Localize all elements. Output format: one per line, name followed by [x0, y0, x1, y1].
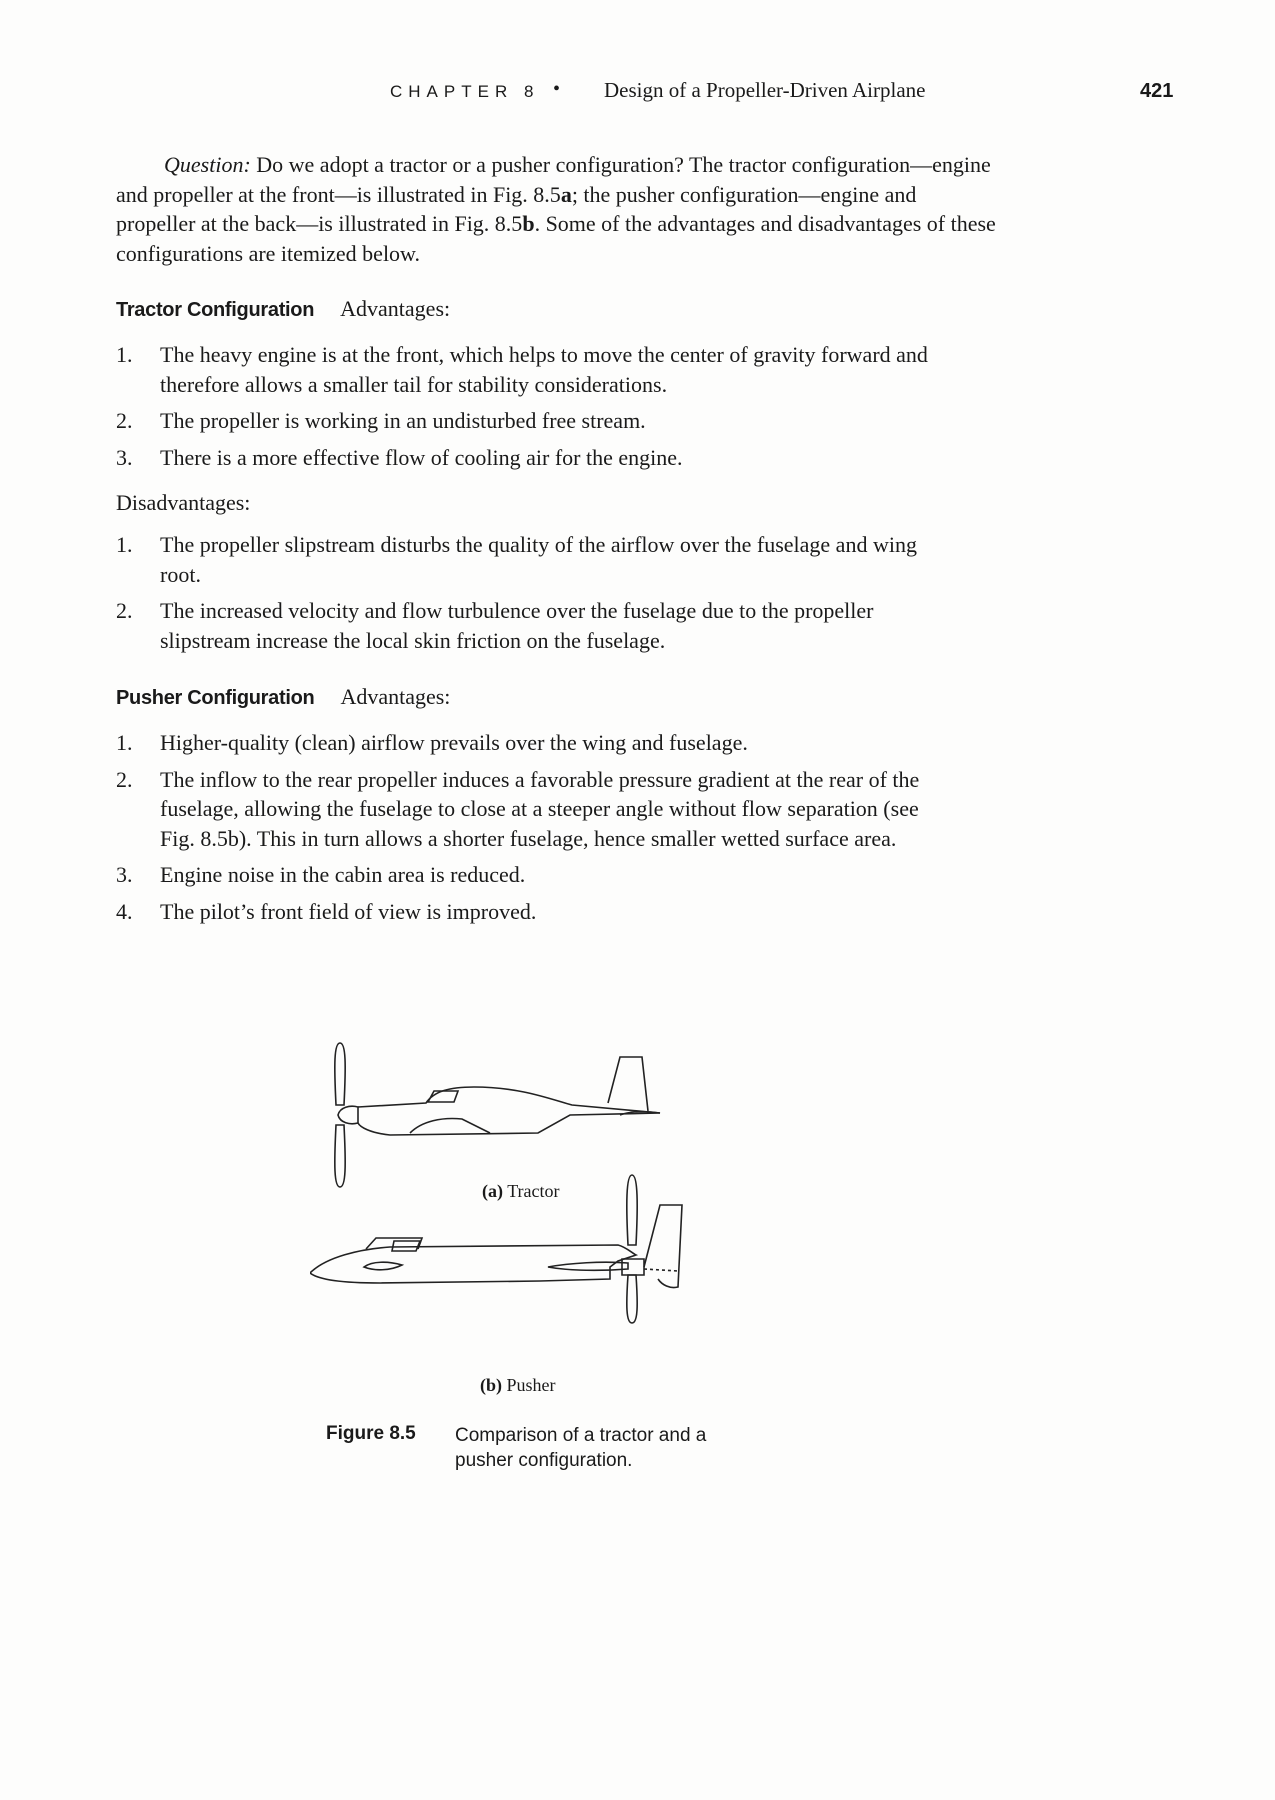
item-text: The pilot’s front field of view is improved.: [160, 898, 537, 924]
item-text: The propeller is working in an undisturbed free stream.: [160, 408, 646, 433]
list-item: [116, 897, 956, 927]
list-item: [116, 860, 956, 890]
pusher-letter: (b): [480, 1375, 502, 1395]
pusher-sublabel: [480, 1375, 556, 1396]
tractor-propeller-blade-top: [335, 1043, 345, 1105]
list-item: [116, 443, 956, 473]
item-number: 1.: [116, 730, 133, 755]
item-number: 3.: [116, 444, 133, 470]
chapter-label: CHAPTER 8: [390, 82, 540, 101]
pusher-propeller-hub: [622, 1259, 644, 1275]
tractor-advantages-label: Advantages:: [340, 296, 451, 321]
item-number: 4.: [116, 898, 133, 924]
item-number: 1.: [116, 532, 133, 557]
tractor-letter: (a): [482, 1181, 503, 1201]
list-item: [116, 728, 956, 758]
intro-text-1: Do we adopt a tractor or a pusher configuration? The tractor configuration—engine and propeller at the front—is illustrated in Fig. 8.5: [116, 152, 991, 207]
chapter-title: Design of a Propeller-Driven Airplane: [604, 78, 926, 102]
intro-text-2: ; the pusher configuration—engine and propeller at the back—is illustrated in Fig. 8.5: [116, 181, 917, 236]
pusher-advantages-list: [116, 728, 956, 933]
tractor-disadvantages-list: [116, 530, 956, 662]
item-text: Engine noise in the cabin area is reduced.: [160, 862, 526, 887]
item-number: 2.: [116, 598, 133, 623]
intro-paragraph: [116, 150, 996, 268]
list-item: [116, 596, 956, 655]
item-text: The heavy engine is at the front, which helps to move the center of gravity forward and therefore allows a smaller tail for stability considerations.: [160, 342, 928, 397]
item-text: The inflow to the rear propeller induces a favorable pressure gradient at the rear of the fuselage, allowing the fuselage to close at a steeper angle without flow separation (see Fig. 8.5b). This in turn allows a shorter fuselage, hence smaller wetted surface area.: [160, 766, 920, 851]
pusher-fuselage: [310, 1245, 636, 1283]
pusher-wing: [364, 1262, 402, 1270]
tractor-fuselage: [358, 1087, 660, 1135]
disadvantages-label: Disadvantages:: [116, 490, 251, 515]
question-label: Question:: [164, 152, 251, 177]
figure-number: Figure 8.5: [326, 1423, 416, 1444]
list-item: [116, 406, 956, 436]
list-item: [116, 765, 956, 854]
pusher-heading-line: [116, 684, 450, 710]
running-header: [0, 78, 1275, 108]
list-item: [116, 340, 956, 399]
item-number: 2.: [116, 408, 133, 433]
item-text: Higher-quality (clean) airflow prevails over the wing and fuselage.: [160, 730, 748, 755]
page-number: 421: [1140, 80, 1174, 102]
item-text: There is a more effective flow of cooling air for the engine.: [160, 444, 683, 470]
item-number: 3.: [116, 862, 133, 887]
pusher-propeller-blade-top: [627, 1175, 637, 1245]
item-text: The increased velocity and flow turbulence over the fuselage due to the propeller slipstream increase the local skin friction on the fuselage.: [160, 598, 874, 653]
intro-text: [116, 150, 996, 268]
pusher-vertical-tail: [644, 1205, 682, 1288]
fig-ref-a: a: [560, 181, 572, 207]
item-number: 2.: [116, 766, 133, 792]
figure-caption-text: Comparison of a tractor and a pusher configuration.: [455, 1425, 707, 1471]
tractor-propeller-blade-bottom: [335, 1125, 345, 1187]
tractor-label-text: Tractor: [507, 1181, 560, 1201]
tractor-sublabel: [482, 1181, 560, 1202]
tractor-spinner: [338, 1106, 358, 1123]
tractor-wing: [410, 1119, 490, 1133]
list-item: [116, 530, 956, 589]
tractor-vertical-tail: [608, 1057, 648, 1111]
item-number: 1.: [116, 342, 133, 367]
tractor-heading-line: [116, 296, 450, 322]
pusher-label-text: Pusher: [506, 1375, 556, 1395]
tractor-heading: Tractor Configuration: [116, 299, 315, 321]
intro-text-3: . Some of the advantages and disadvantages of these configurations are itemized below.: [116, 211, 996, 266]
tractor-disadvantages-label: [116, 490, 250, 516]
pusher-advantages-label: Advantages:: [340, 684, 451, 709]
pusher-propeller-blade-bottom: [627, 1275, 637, 1323]
pusher-heading: Pusher Configuration: [116, 687, 315, 709]
header-bullet: •: [553, 78, 561, 100]
fig-ref-b: b: [522, 211, 535, 236]
tractor-airplane-drawing: [335, 1043, 660, 1187]
pusher-tail-dashes: [644, 1269, 678, 1271]
tractor-advantages-list: [116, 340, 956, 479]
item-text: The propeller slipstream disturbs the quality of the airflow over the fuselage and wing root.: [160, 532, 917, 587]
